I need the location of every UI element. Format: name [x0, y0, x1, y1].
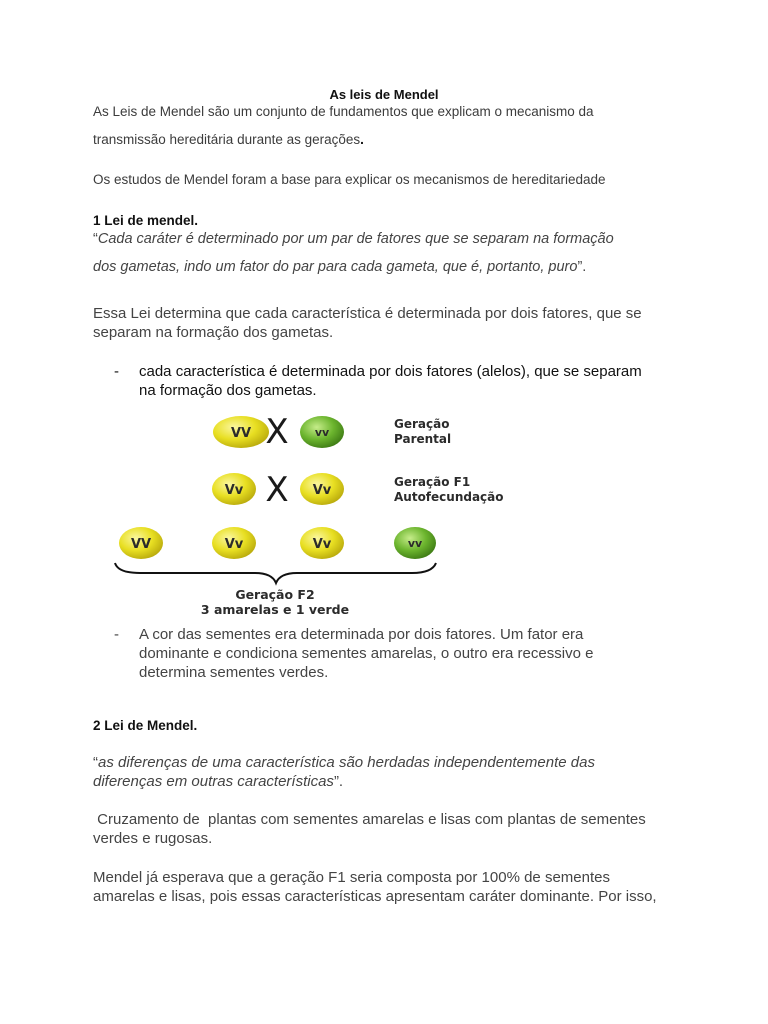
row1-label-2: Parental — [394, 432, 452, 446]
row1-label-1: Geração — [394, 417, 450, 431]
pea-f2-3-label: Vv — [312, 537, 332, 552]
law1-bullet2-dash: - — [114, 626, 119, 643]
law2-para2-line-1: Mendel já esperava que a geração F1 seria composta por 100% de sementes — [93, 869, 610, 886]
law1-quote-open: “ — [93, 231, 98, 247]
pea-f2-4 — [394, 527, 436, 559]
law2-para2-line-2: amarelas e lisas, pois essas características apresentam caráter dominante. Por isso, — [93, 888, 657, 905]
row2-label-1: Geração F1 — [394, 475, 471, 489]
law1-quote-text-2: dos gametas, indo um fator do par para cada gameta, que é, portanto, puro — [93, 259, 578, 275]
intro-line-1: As Leis de Mendel são um conjunto de fundamentos que explicam o mecanismo da — [93, 104, 594, 119]
intro-line-2 — [93, 132, 364, 147]
law2-heading: 2 Lei de Mendel. — [93, 718, 198, 733]
law1-bullet1-line-1: cada característica é determinada por dois fatores (alelos), que se separam — [139, 363, 642, 380]
pea-row1-right — [300, 416, 344, 448]
mendel-cross-diagram — [100, 405, 540, 620]
pea-f2-3 — [300, 527, 344, 559]
pea-row1-right-label: vv — [314, 426, 330, 439]
law2-quote-open: “ — [93, 754, 98, 771]
law1-bullet2-line-2: dominante e condiciona sementes amarelas, o outro era recessivo e — [139, 645, 594, 662]
law2-quote-line-2 — [93, 772, 343, 791]
intro-line-2-text: transmissão hereditária durante as gerações — [93, 132, 361, 147]
law1-heading: 1 Lei de mendel. — [93, 213, 199, 228]
pea-row2-right — [300, 473, 344, 505]
law2-quote-close: ”. — [333, 773, 344, 790]
pea-f2-1 — [119, 527, 163, 559]
law1-para-line-2: separam na formação dos gametas. — [93, 324, 334, 341]
law1-quote-line-1 — [93, 225, 614, 253]
pea-row1-left-label: VV — [230, 426, 252, 441]
f2-brace — [115, 563, 436, 583]
law1-bullet2-line-3: determina sementes verdes. — [139, 664, 329, 681]
cross-symbol-row2: X — [265, 470, 289, 510]
pea-f2-2-label: Vv — [224, 537, 244, 552]
page-title: As leis de Mendel — [329, 87, 439, 102]
law2-quote-text-2: diferenças em outras características — [93, 773, 334, 790]
f2-label-1: Geração F2 — [235, 587, 315, 602]
law1-quote-text-1: Cada caráter é determinado por um par de fatores que se separam na formação — [97, 231, 614, 247]
f2-label-2: 3 amarelas e 1 verde — [200, 602, 350, 617]
law1-bullet1-dash: - — [114, 363, 119, 380]
intro-line-2-period: . — [360, 132, 364, 147]
row2-label-2: Autofecundação — [394, 490, 504, 504]
intro-line-3: Os estudos de Mendel foram a base para explicar os mecanismos de hereditariedade — [93, 172, 606, 187]
law2-para1-line-1: Cruzamento de plantas com sementes amarelas e lisas com plantas de sementes — [93, 811, 646, 828]
pea-f2-1-label: VV — [130, 537, 152, 552]
pea-f2-4-label: vv — [407, 537, 423, 550]
law2-quote-text-1: as diferenças de uma característica são herdadas independentemente das — [98, 754, 595, 771]
pea-row2-left-label: Vv — [224, 483, 244, 498]
law2-para1-line-2: verdes e rugosas. — [93, 830, 213, 847]
law1-para-line-1: Essa Lei determina que cada característica é determinada por dois fatores, que se — [93, 305, 642, 322]
law1-quote-line-2 — [93, 253, 586, 281]
pea-row1-left — [213, 416, 269, 448]
cross-symbol-row1: X — [265, 412, 289, 452]
law1-quote-close: ”. — [577, 259, 587, 275]
law1-bullet2-line-1: A cor das sementes era determinada por dois fatores. Um fator era — [139, 626, 584, 643]
law1-bullet1-line-2: na formação dos gametas. — [139, 382, 317, 399]
pea-f2-2 — [212, 527, 256, 559]
pea-row2-right-label: Vv — [312, 483, 332, 498]
pea-row2-left — [212, 473, 256, 505]
law2-quote-line-1 — [93, 753, 595, 772]
